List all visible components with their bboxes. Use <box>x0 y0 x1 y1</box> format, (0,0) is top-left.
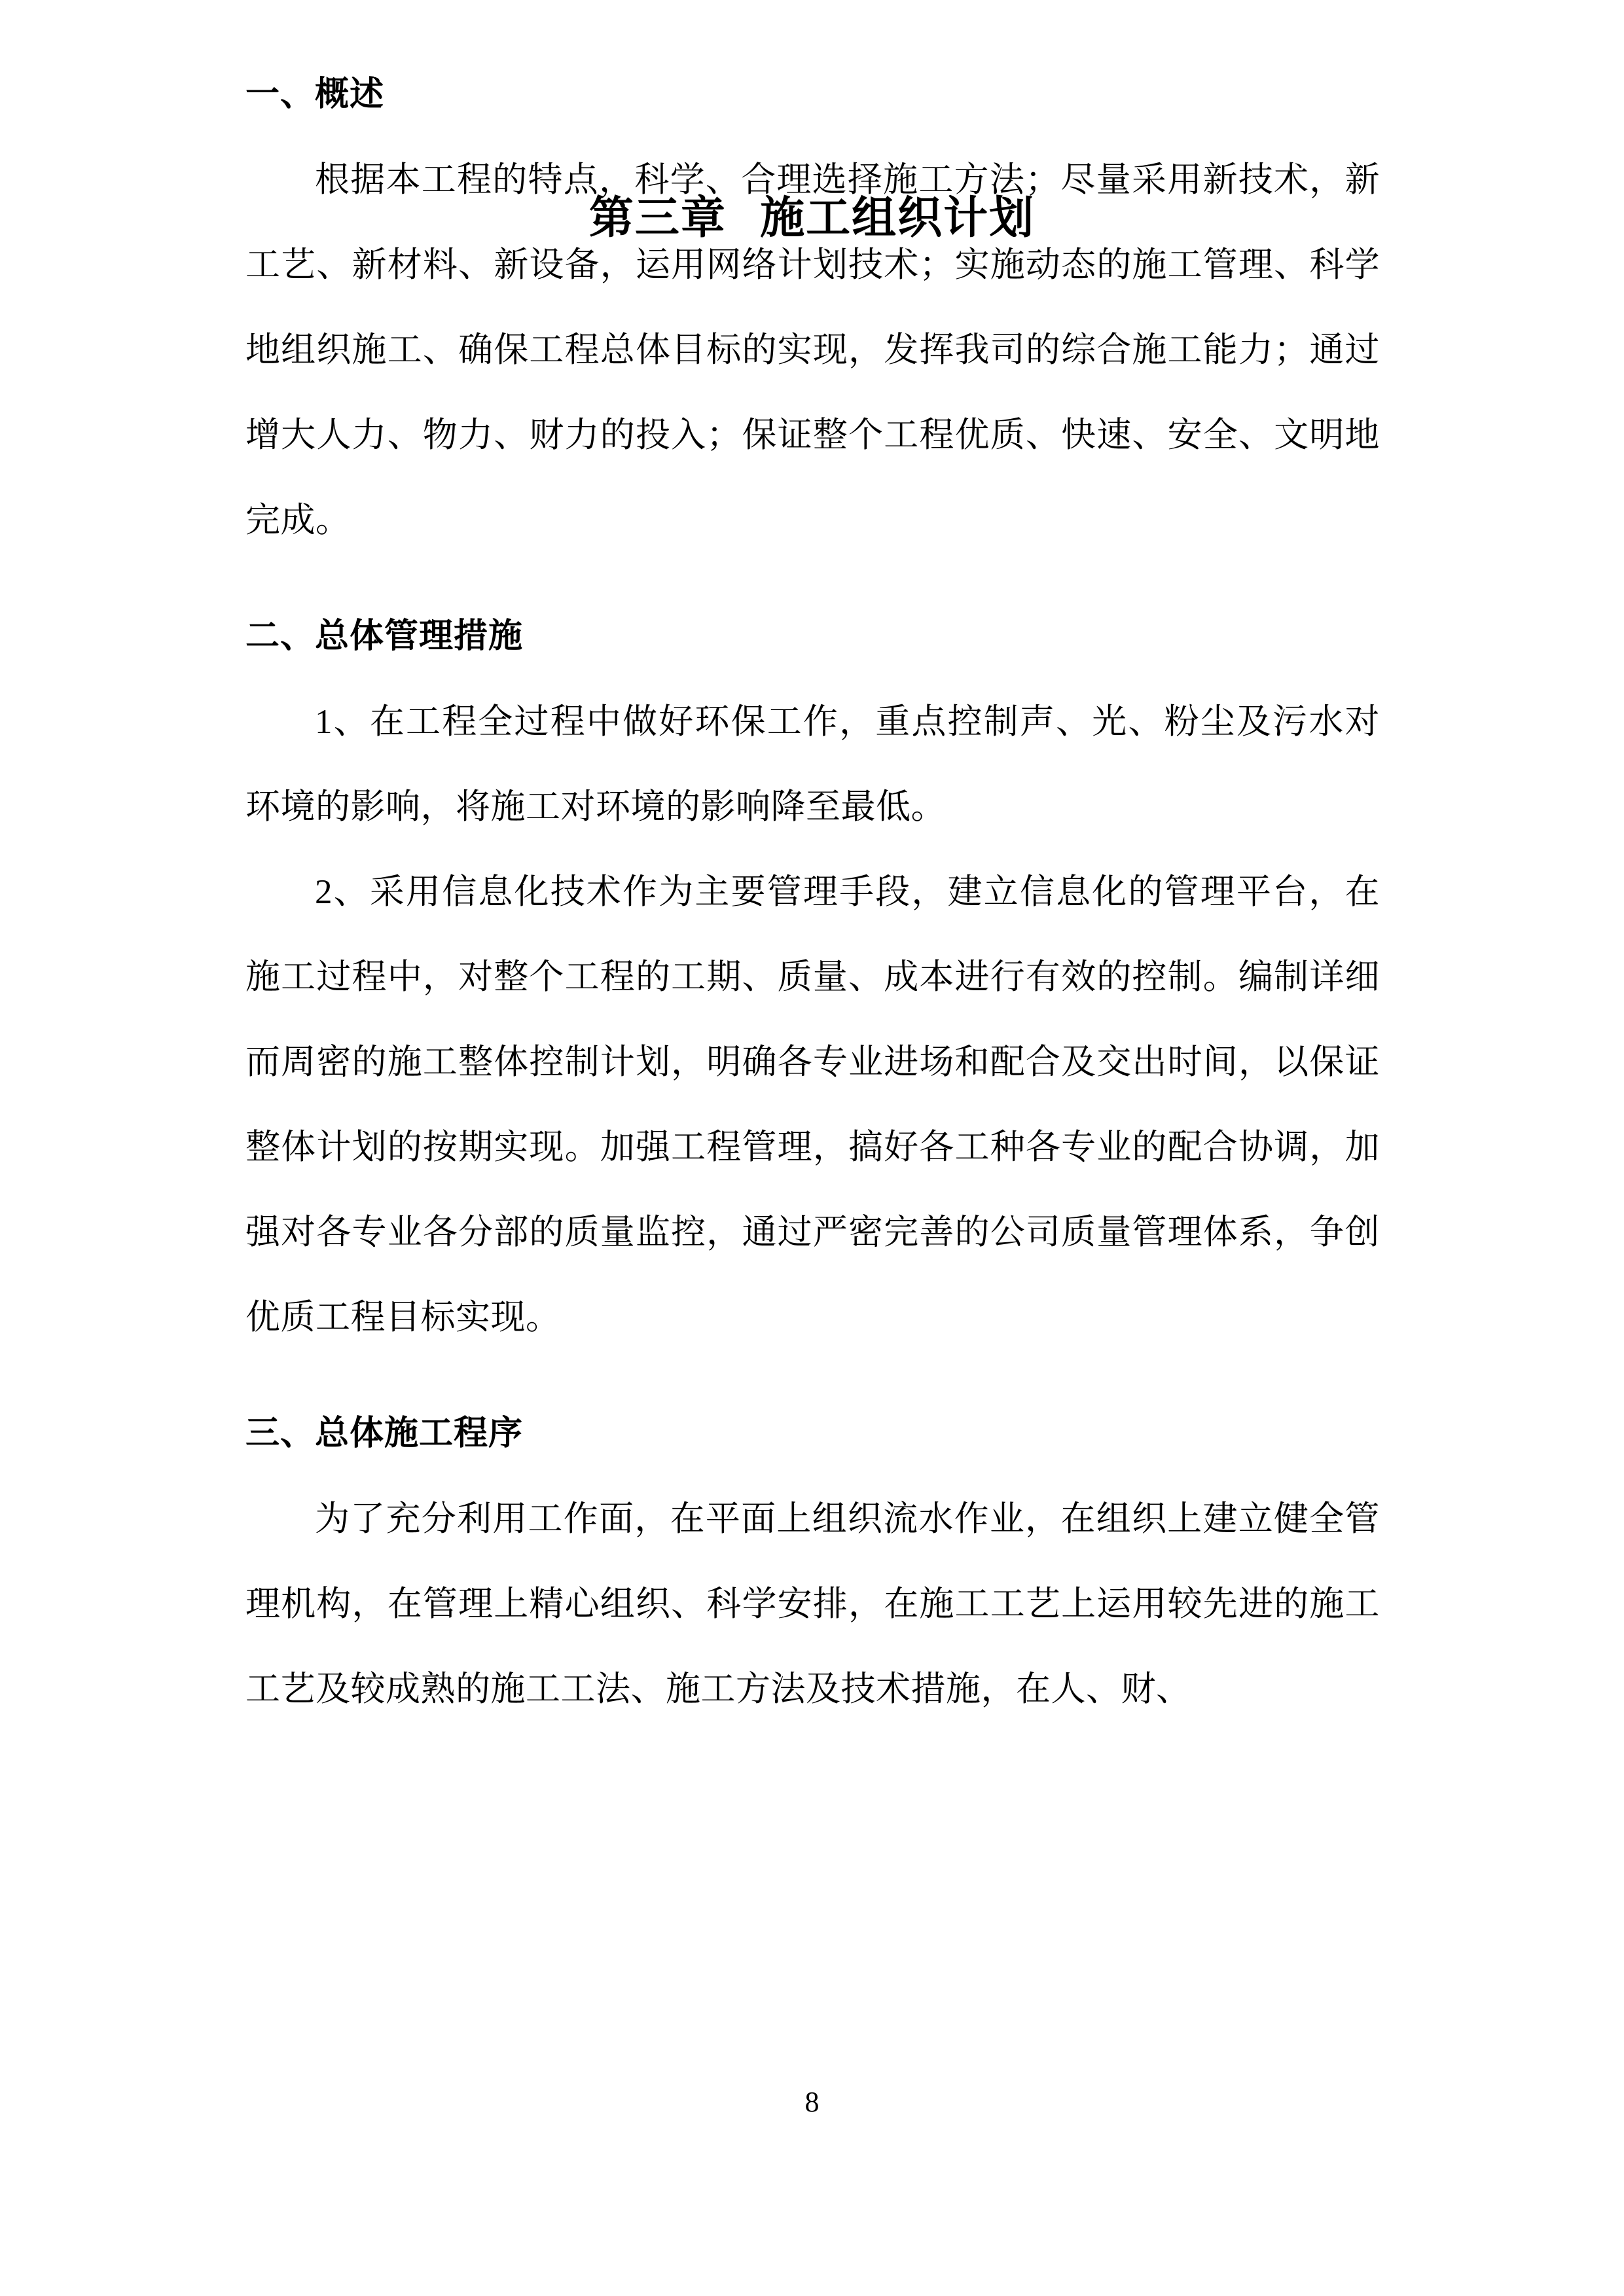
page-title: 第三章 施工组织计划 <box>588 192 1036 244</box>
paragraph: 根据本工程的特点，科学、合理选择施工方法；尽量采用新技术，新工艺、新材料、新设备，运用网络计划技术；实施动态的施工管理、科学地组织施工、确保工程总体目标的实现，发挥我司的综合施工能力；通过增大人力、物力、财力的投入；保证整个工程优质、快速、安全、文明地完成。 <box>245 161 1380 539</box>
spacer <box>245 563 1380 619</box>
spacer <box>245 0 1380 77</box>
document-body <box>245 0 1380 1732</box>
paragraph: 为了充分利用工作面，在平面上组织流水作业，在组织上建立健全管理机构，在管理上精心组织、科学安排，在施工工艺上运用较先进的施工工艺及较成熟的施工工法、施工方法及技术措施，在人、财、 <box>245 1500 1380 1708</box>
section-heading-1: 一、概述 <box>245 75 385 114</box>
section-heading-3: 三、总体施工程序 <box>245 1414 524 1453</box>
paragraph: 2、采用信息化技术作为主要管理手段，建立信息化的管理平台，在施工过程中，对整个工程的工期、质量、成本进行有效的控制。编制详细而周密的施工整体控制计划，明确各专业进场和配合及交出时间，以保证整体计划的按期实现。加强工程管理，搞好各工种各专业的配合协调，加强对各专业各分部的质量监控，通过严密完善的公司质量管理体系，争创优质工程目标实现。 <box>245 873 1380 1336</box>
section-heading-2: 二、总体管理措施 <box>245 617 524 656</box>
spacer <box>245 653 1380 679</box>
page-number: 8 <box>804 2086 820 2118</box>
paragraph: 1、在工程全过程中做好环保工作，重点控制声、光、粉尘及污水对环境的影响，将施工对环境的影响降至最低。 <box>245 703 1380 826</box>
spacer <box>245 111 1380 137</box>
spacer <box>245 1450 1380 1477</box>
spacer <box>245 1360 1380 1416</box>
